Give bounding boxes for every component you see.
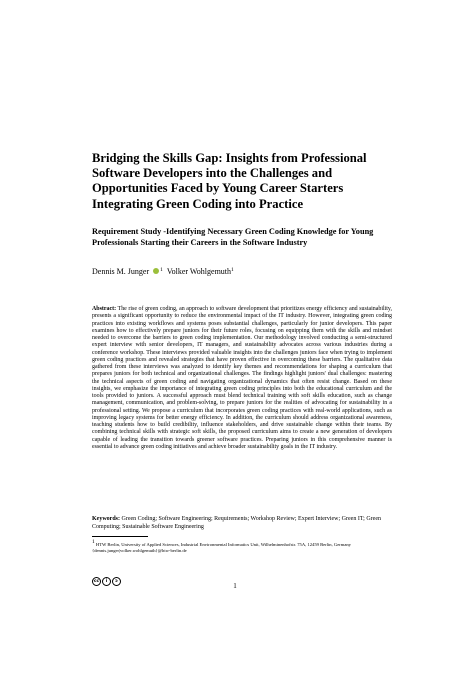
author-line (92, 265, 392, 277)
keywords-label: Keywords: (92, 516, 120, 522)
paper-subtitle: Requirement Study -Identifying Necessary Green Coding Knowledge for Young Professionals Starting their Careers in the Software Industry (92, 227, 374, 247)
orcid-icon[interactable] (153, 268, 159, 274)
abstract (92, 306, 392, 451)
cc-icon: cc (93, 579, 100, 584)
keywords-text: Green Coding; Software Engineering; Requirements; Workshop Review; Expert Interview; Green IT; Green Computing; Sustainable Software Engineering (92, 516, 381, 530)
abstract-text: The rise of green coding, an approach to software development that prioritizes energy efficiency and sustainability, presents a significant opportunity to reduce the environmental impact of the IT industry. However, integrating green coding practices into existing workflows and systems poses substantial challenges, particularly for junior developers. This paper examines how to effectively prepare juniors for their future roles, focusing on equipping them with the skills and mindset needed to overcome the barriers to green coding implementation. Our methodology involved conducting a semi-structured expert interview with senior developers, IT managers, and sustainability advocates across various industries during a conference workshop. These interviews provided valuable insights into the challenges juniors face when trying to implement green coding practices and revealed strategies that have proven effective in overcoming these barriers. The qualitative data gathered from these interviews was analyzed to identify key themes and recommendations for shaping a curriculum that prepares juniors for both technical and organizational challenges. The findings highlight juniors' dual challenges: mastering the technical aspects of green coding and navigating organizational dynamics that often resist change. Based on these insights, we emphasize the importance of integrating green coding principles into both the educational curriculum and the tools provided to juniors. A successful approach must blend technical training with soft skills education, such as change management, communication, and problem-solving, to prepare juniors for the realities of advocating for sustainability in a professional setting. We propose a curriculum that incorporates green coding practices with real-world applications, such as improving legacy systems for better energy efficiency. In addition, the curriculum should address organizational awareness, teaching students how to build credibility, influence stakeholders, and drive sustainable change within their teams. By combining technical skills with strategic soft skills, the proposed curriculum aims to create a new generation of developers capable of leading the transition towards greener software practices. Preparing juniors in this comprehensive manner is essential to advance green coding initiatives and achieve broader sustainability goals in the IT industry. (92, 306, 392, 450)
sa-icon: ↄ (112, 577, 121, 586)
footnote-text: HTW Berlin, University of Applied Sciences, Industrial Environmental Informatics Unit, Wilhelminenhofstr. 75A, 12459 Berlin, Germany {dennis.junger|volker.wohlgemuth}@htw-berlin.de (92, 542, 351, 554)
footnote-mark: 1 (160, 267, 163, 273)
footnote-divider (92, 536, 148, 537)
abstract-label: Abstract: (92, 306, 117, 312)
paper-title: Bridging the Skills Gap: Insights from Professional Software Developers into the Challenges and Opportunities Faced by Young Career Starters Integrating Green Coding into Practice (92, 151, 367, 211)
footnote-mark: 1 (231, 267, 234, 273)
footnote-mark: 1 (92, 539, 95, 545)
keywords (92, 516, 392, 531)
author-name: Dennis M. Junger (92, 267, 150, 276)
license-badge[interactable] (92, 577, 121, 586)
by-icon: i (102, 577, 111, 586)
footnote (92, 539, 392, 555)
author-name: Volker Wohlgemuth (166, 267, 232, 276)
page-number: 1 (233, 582, 237, 590)
